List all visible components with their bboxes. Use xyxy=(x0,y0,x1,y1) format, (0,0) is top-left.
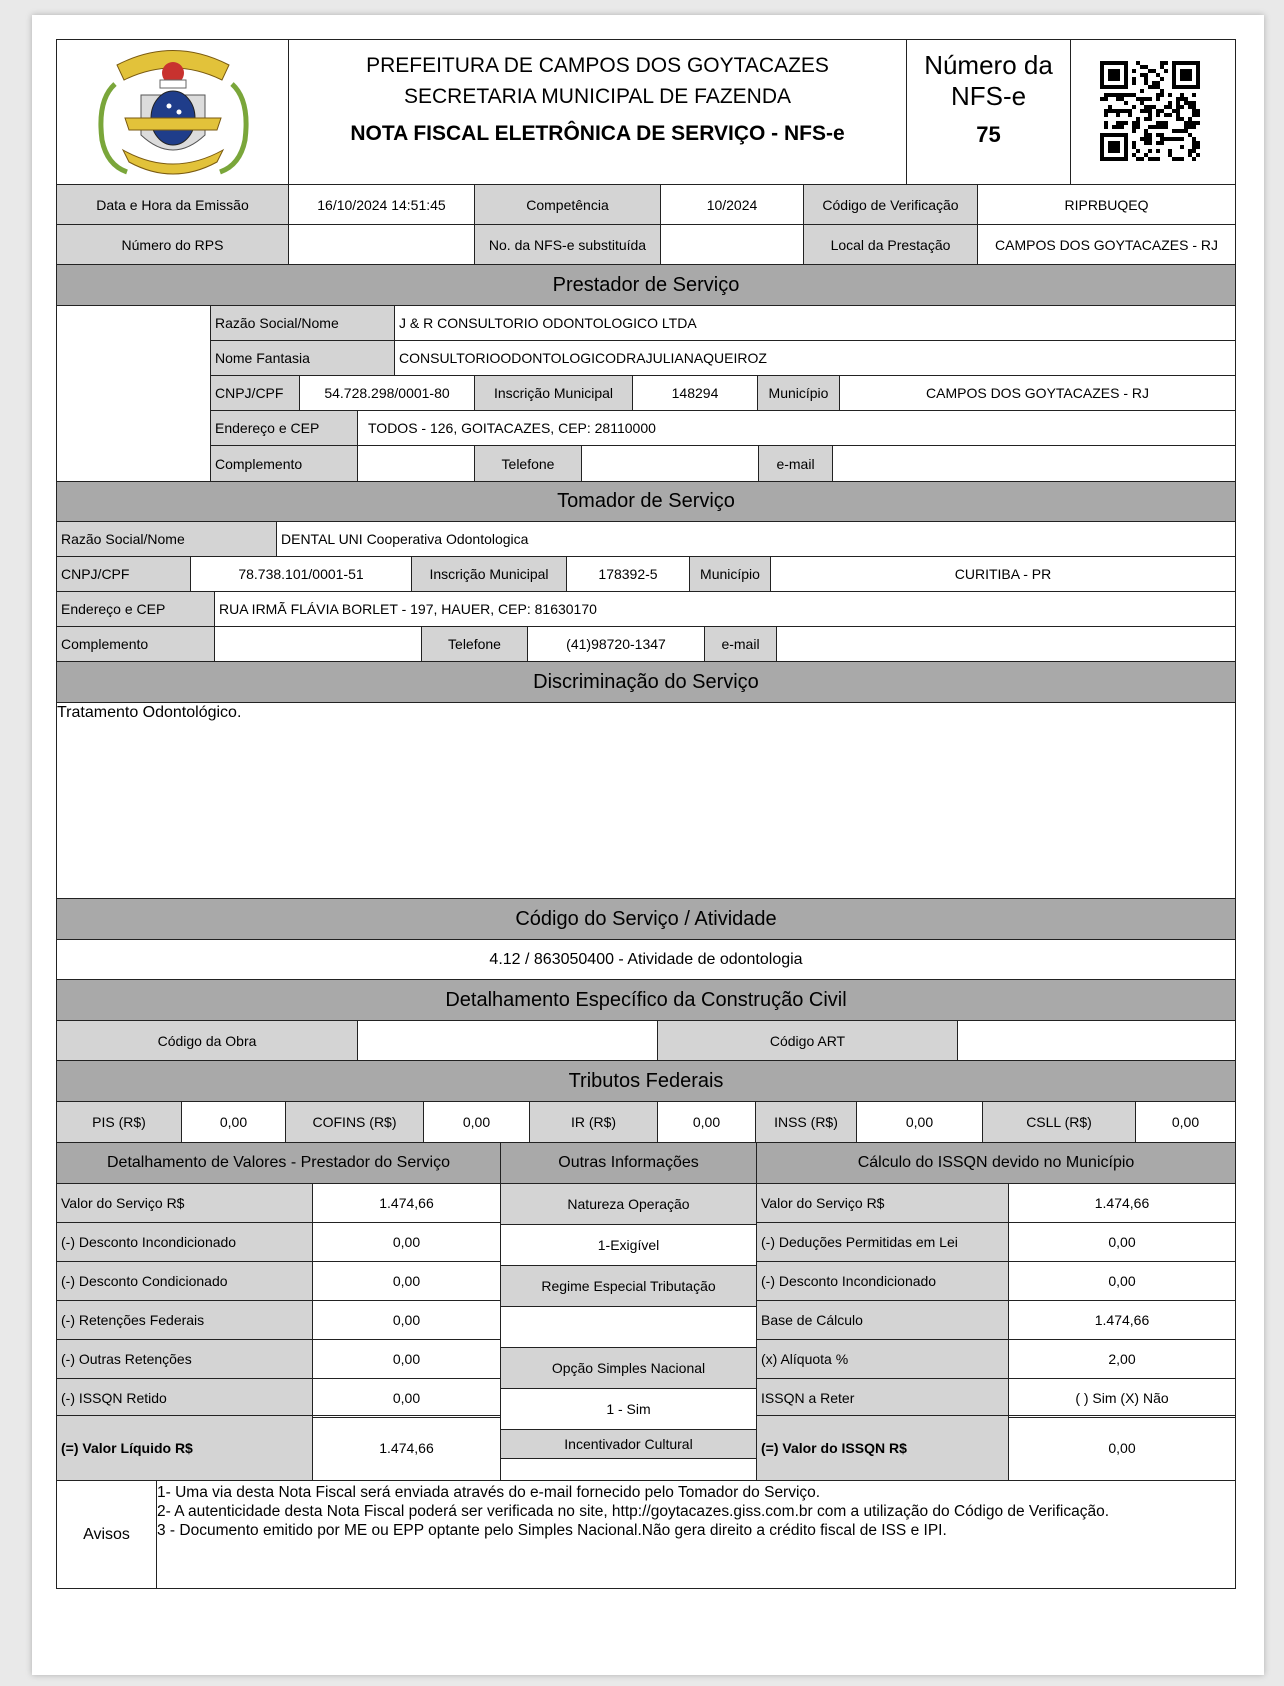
nfse-number-label-2: NFS-e xyxy=(950,81,1027,111)
outras-informacoes-title: Outras Informações xyxy=(500,1142,757,1184)
tomador-cnpj-label: CNPJ/CPF xyxy=(56,556,191,592)
inss-label: INSS (R$) xyxy=(755,1101,857,1143)
tomador-cnpj-value: 78.738.101/0001-51 xyxy=(190,556,412,592)
tomador-im-value: 178392-5 xyxy=(566,556,690,592)
tomador-municipio-value: CURITIBA - PR xyxy=(770,556,1236,592)
valores-row-label: (-) ISSQN Retido xyxy=(56,1378,313,1418)
codigo-obra-label: Código da Obra xyxy=(56,1020,358,1061)
qr-code-cell xyxy=(1070,39,1236,185)
prestador-telefone-value xyxy=(581,445,759,482)
pis-value: 0,00 xyxy=(181,1101,286,1143)
pis-label: PIS (R$) xyxy=(56,1101,182,1143)
inss-value: 0,00 xyxy=(856,1101,983,1143)
qr-code[interactable] xyxy=(1100,61,1201,162)
natureza-operacao-label: Natureza Operação xyxy=(500,1183,757,1225)
tomador-razao-label: Razão Social/Nome xyxy=(56,521,277,557)
valores-row-label: Valor do Serviço R$ xyxy=(56,1183,313,1223)
substituida-label: No. da NFS-e substituída xyxy=(474,224,661,265)
codigo-verificacao-label: Código de Verificação xyxy=(803,184,978,225)
issqn-row-label: ISSQN a Reter xyxy=(756,1378,1009,1418)
natureza-operacao-value: 1-Exigível xyxy=(500,1224,757,1266)
valor-issqn-value: 0,00 xyxy=(1008,1415,1236,1481)
valores-row-value: 0,00 xyxy=(312,1378,501,1418)
rps-value xyxy=(288,224,475,265)
tomador-razao-value: DENTAL UNI Cooperativa Odontologica xyxy=(276,521,1236,557)
prestador-complemento-value xyxy=(357,445,475,482)
prestador-section-title: Prestador de Serviço xyxy=(56,264,1236,306)
valor-liquido-value: 1.474,66 xyxy=(312,1415,501,1481)
valores-row-value: 1.474,66 xyxy=(312,1183,501,1223)
tomador-email-value xyxy=(776,626,1236,662)
incentivador-cultural-value xyxy=(500,1458,757,1481)
nfse-number-block xyxy=(906,39,1071,185)
issqn-row-label: Base de Cálculo xyxy=(756,1300,1009,1340)
secretaria-title: SECRETARIA MUNICIPAL DE FAZENDA xyxy=(403,85,791,108)
ir-label: IR (R$) xyxy=(529,1101,658,1143)
prestador-municipio-value: CAMPOS DOS GOYTACAZES - RJ xyxy=(839,375,1236,411)
construcao-section-title: Detalhamento Específico da Construção Civil xyxy=(56,979,1236,1021)
header-title-block xyxy=(288,39,907,185)
prestador-email-label: e-mail xyxy=(758,445,833,482)
tomador-email-label: e-mail xyxy=(704,626,777,662)
codigo-servico-value: 4.12 / 863050400 - Atividade de odontologia xyxy=(56,939,1236,980)
cofins-value: 0,00 xyxy=(423,1101,530,1143)
competencia-value: 10/2024 xyxy=(660,184,804,225)
nfse-document xyxy=(56,39,1236,1619)
valores-row-value: 0,00 xyxy=(312,1261,501,1301)
issqn-row-label: (x) Alíquota % xyxy=(756,1339,1009,1379)
valor-issqn-label: (=) Valor do ISSQN R$ xyxy=(756,1415,1009,1481)
prestador-fantasia-label: Nome Fantasia xyxy=(210,340,395,376)
tomador-complemento-label: Complemento xyxy=(56,626,215,662)
tomador-municipio-label: Município xyxy=(689,556,771,592)
issqn-row-value: 2,00 xyxy=(1008,1339,1236,1379)
prestador-email-value xyxy=(832,445,1236,482)
simples-nacional-label: Opção Simples Nacional xyxy=(500,1347,757,1389)
issqn-row-value: ( ) Sim (X) Não xyxy=(1008,1378,1236,1418)
tomador-section-title: Tomador de Serviço xyxy=(56,481,1236,522)
issqn-row-value: 0,00 xyxy=(1008,1222,1236,1262)
prestador-logo-space xyxy=(56,305,211,482)
prestador-endereco-label: Endereço e CEP xyxy=(210,410,358,446)
tomador-telefone-label: Telefone xyxy=(421,626,528,662)
prestador-im-value: 148294 xyxy=(632,375,758,411)
nfse-number-label-1: Número da xyxy=(924,50,1053,80)
nfse-number-value: 75 xyxy=(976,122,1001,147)
avisos-box xyxy=(156,1480,1236,1589)
prestador-telefone-label: Telefone xyxy=(474,445,582,482)
incentivador-cultural-label: Incentivador Cultural xyxy=(500,1429,757,1459)
valores-row-label: (-) Retenções Federais xyxy=(56,1300,313,1340)
codigo-art-value xyxy=(957,1020,1236,1061)
codigo-servico-section-title: Código do Serviço / Atividade xyxy=(56,898,1236,940)
tomador-telefone-value: (41)98720-1347 xyxy=(527,626,705,662)
issqn-row-label: Valor do Serviço R$ xyxy=(756,1183,1009,1223)
valores-row-label: (-) Desconto Condicionado xyxy=(56,1261,313,1301)
substituida-value xyxy=(660,224,804,265)
local-prestacao-value: CAMPOS DOS GOYTACAZES - RJ xyxy=(977,224,1236,265)
avisos-label: Avisos xyxy=(56,1480,157,1589)
competencia-label: Competência xyxy=(474,184,661,225)
discriminacao-text: Tratamento Odontológico. xyxy=(57,704,242,721)
discriminacao-box xyxy=(56,702,1236,899)
prestador-municipio-label: Município xyxy=(757,375,840,411)
prestador-cnpj-value: 54.728.298/0001-80 xyxy=(299,375,475,411)
cofins-label: COFINS (R$) xyxy=(285,1101,424,1143)
valor-liquido-label: (=) Valor Líquido R$ xyxy=(56,1415,313,1481)
rps-label: Número do RPS xyxy=(56,224,289,265)
regime-especial-label: Regime Especial Tributação xyxy=(500,1265,757,1307)
issqn-row-label: (-) Deduções Permitidas em Lei xyxy=(756,1222,1009,1262)
valores-row-label: (-) Desconto Incondicionado xyxy=(56,1222,313,1262)
aviso-line-2: 2- A autenticidade desta Nota Fiscal poderá ser verificada no site, http://goytacazes.giss.com.br com a utilização do Código de Verificação. xyxy=(157,1503,1110,1520)
prestador-im-label: Inscrição Municipal xyxy=(474,375,633,411)
prestador-complemento-label: Complemento xyxy=(210,445,358,482)
aviso-line-3: 3 - Documento emitido por ME ou EPP optante pelo Simples Nacional.Não gera direito a crédito fiscal de ISS e IPI. xyxy=(157,1522,947,1539)
simples-nacional-value: 1 - Sim xyxy=(500,1388,757,1430)
issqn-row-value: 0,00 xyxy=(1008,1261,1236,1301)
issqn-row-value: 1.474,66 xyxy=(1008,1183,1236,1223)
tomador-complemento-value xyxy=(214,626,422,662)
codigo-obra-value xyxy=(357,1020,658,1061)
prestador-fantasia-value: CONSULTORIOODONTOLOGICODRAJULIANAQUEIROZ xyxy=(394,340,1236,376)
prestador-endereco-value: TODOS - 126, GOITACAZES, CEP: 28110000 xyxy=(357,410,1236,446)
valores-row-value: 0,00 xyxy=(312,1300,501,1340)
valores-row-value: 0,00 xyxy=(312,1222,501,1262)
document-title: NOTA FISCAL ELETRÔNICA DE SERVIÇO - NFS-e xyxy=(350,122,845,145)
discriminacao-section-title: Discriminação do Serviço xyxy=(56,661,1236,703)
codigo-verificacao-value: RIPRBUQEQ xyxy=(977,184,1236,225)
issqn-calculo-title: Cálculo do ISSQN devido no Município xyxy=(756,1142,1236,1184)
prefeitura-title: PREFEITURA DE CAMPOS DOS GOYTACAZES xyxy=(366,54,829,77)
coat-of-arms-logo xyxy=(57,40,290,184)
prestador-cnpj-label: CNPJ/CPF xyxy=(210,375,300,411)
regime-especial-value xyxy=(500,1306,757,1348)
tomador-endereco-label: Endereço e CEP xyxy=(56,591,215,627)
csll-value: 0,00 xyxy=(1135,1101,1236,1143)
ir-value: 0,00 xyxy=(657,1101,756,1143)
valores-prestador-title: Detalhamento de Valores - Prestador do Serviço xyxy=(56,1142,501,1184)
emissao-value: 16/10/2024 14:51:45 xyxy=(288,184,475,225)
valores-row-label: (-) Outras Retenções xyxy=(56,1339,313,1379)
prestador-razao-label: Razão Social/Nome xyxy=(210,305,395,341)
codigo-art-label: Código ART xyxy=(657,1020,958,1061)
tributos-section-title: Tributos Federais xyxy=(56,1060,1236,1102)
aviso-line-1: 1- Uma via desta Nota Fiscal será enviada através do e-mail fornecido pelo Tomador do Serviço. xyxy=(157,1484,821,1501)
valores-row-value: 0,00 xyxy=(312,1339,501,1379)
tomador-endereco-value: RUA IRMÃ FLÁVIA BORLET - 197, HAUER, CEP: 81630170 xyxy=(214,591,1236,627)
tomador-im-label: Inscrição Municipal xyxy=(411,556,567,592)
emissao-label: Data e Hora da Emissão xyxy=(56,184,289,225)
crest-cell xyxy=(56,39,289,185)
csll-label: CSLL (R$) xyxy=(982,1101,1136,1143)
issqn-row-label: (-) Desconto Incondicionado xyxy=(756,1261,1009,1301)
issqn-row-value: 1.474,66 xyxy=(1008,1300,1236,1340)
prestador-razao-value: J & R CONSULTORIO ODONTOLOGICO LTDA xyxy=(394,305,1236,341)
local-prestacao-label: Local da Prestação xyxy=(803,224,978,265)
